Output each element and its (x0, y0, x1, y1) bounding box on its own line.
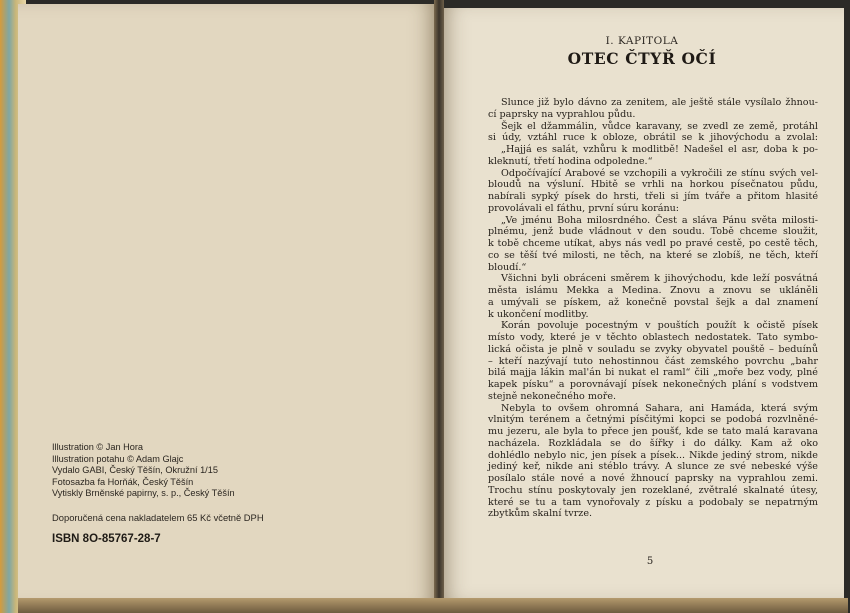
imprint-line: Fotosazba fa Horňák, Český Těšín (52, 476, 194, 487)
text-line: k ukončení modlitby. (488, 308, 589, 320)
page-number: 5 (646, 556, 654, 567)
text-line: nabírali sypký písek do hrsti, třeli si jím tváře a přitom hlasité (488, 191, 818, 202)
text-line: Korán povoluje pocestným v pouštích použít k očistě písek (501, 320, 818, 332)
text-line: kapek písku“ a porovnávají písek nekonečných plání s vodstvem (488, 379, 818, 390)
text-line: jediný keř, nikde ani stéblo trávy. A slunce ze své nebeské výše (488, 461, 818, 473)
text-line: místo vody, které je v těchto oblastech nedostatek. Tato symbo- (488, 332, 818, 343)
chapter-body-text (488, 97, 818, 520)
text-line: dohlédlo nebylo nic, jen písek a písek... Nikde jediný strom, nikde (488, 449, 818, 461)
isbn: ISBN 8O-85767-28-7 (52, 533, 161, 545)
chapter-title: OTEC ČTYŘ OČÍ (567, 49, 717, 68)
text-line: které se tu a tam vynořovaly z písku a podobaly se nepatrným (488, 496, 818, 508)
text-line: Šejk el džammálin, vůdce karavany, se zvedl ze země, protáhl (501, 120, 818, 132)
imprint-line: Illustration © Jan Hora (52, 442, 144, 452)
text-line: stejně nekonečného moře. (488, 390, 617, 402)
text-line: si údy, vztáhl ruce k obloze, obrátil se k jihovýchodu a zvolal: (488, 132, 818, 144)
text-line: cí paprsky na vyprahlou půdu. (488, 108, 636, 120)
text-line: bloudí.“ (488, 261, 527, 273)
text-line: „Hajjá es salát, vzhůru k modlitbě! Nadešel el asr, doba k po- (501, 144, 818, 155)
imprint-line: Illustration potahu © Adam Glajc (52, 453, 184, 464)
text-line: mu jezeru, ale byla to přece jen poušť, kde se tato malá karavana (488, 426, 818, 437)
text-line: Všichni byli obráceni směrem k jihovýchodu, kde leží posvátná (501, 273, 818, 285)
text-line: zbytkům skalní tvrze. (488, 508, 593, 520)
text-line: – kteří nazývají tuto nehostinnou část zemského povrchu „bahr (488, 355, 818, 367)
text-line: Trochu stínu poskytovaly jen rozeklané, zvětralé skalnaté útesy, (488, 484, 818, 496)
book-gutter (434, 0, 444, 613)
text-line: posílalo stále nové a nové žhnoucí paprsky na vyprahlou zemi. (488, 473, 818, 484)
text-line: kleknutí, třetí hodina odpoledne.“ (488, 155, 653, 167)
text-line: a umývali se pískem, až konečně povstal šejk a dal znamení (488, 296, 818, 308)
text-line: k tobě chceme utíkat, abys nás vedl po pravé cestě, po cestě těch, (488, 238, 818, 249)
text-line: „Ve jménu Boha milosrdného. Čest a sláva Pánu světa milosti- (501, 214, 818, 226)
price-note: Doporučená cena nakladatelem 65 Kč včetně DPH (52, 512, 264, 523)
imprint-line: Vytiskly Brněnské papirny, s. p., Český Těšín (52, 488, 235, 499)
chapter-label: I. KAPITOLA (605, 35, 679, 47)
imprint-block (52, 442, 352, 500)
text-line: Odpočívající Arabové se vzchopili a vykročili ze stínu svých vel- (501, 167, 818, 179)
text-line: Slunce již bylo dávno za zenitem, ale ještě stále vysílalo žhnou- (501, 97, 818, 108)
text-line: co se těší tvé milosti, ne těch, na které se zlobíš, ne těch, kteří (488, 249, 818, 261)
text-line: lická očista je plně v souladu se zvyky obyvatel pouště – beduínů (488, 343, 818, 355)
text-line: bloudů na výsluní. Hbitě se vrhli na horkou písečnatou půdu, (488, 179, 818, 191)
book-bottom-edge (18, 598, 848, 613)
text-line: provolávali el fáthu, první súru koránu: (488, 202, 680, 214)
imprint-line: Vydalo GABI, Český Těšín, Okružní 1/15 (52, 465, 218, 476)
text-line: města islámu Mekka a Medina. Znovu a znovu se ukláněli (488, 285, 818, 296)
text-line: plnému, jenž bude vládnout v den soudu. Tobě chceme sloužit, (488, 226, 818, 238)
text-line: bilá majja lákin mal'án bi nukat el raml“ čili „moře bez vody, plné (488, 367, 818, 379)
text-line: nacházela. Rozkládala se do šířky i do dálky. Kam až oko (488, 437, 818, 449)
text-line: Nebyla to ovšem ohromná Sahara, ani Hamáda, která svým (501, 402, 818, 414)
text-line: vlnitým terénem a četnými písčitými kopci se podobá rozvlněné- (488, 414, 818, 426)
